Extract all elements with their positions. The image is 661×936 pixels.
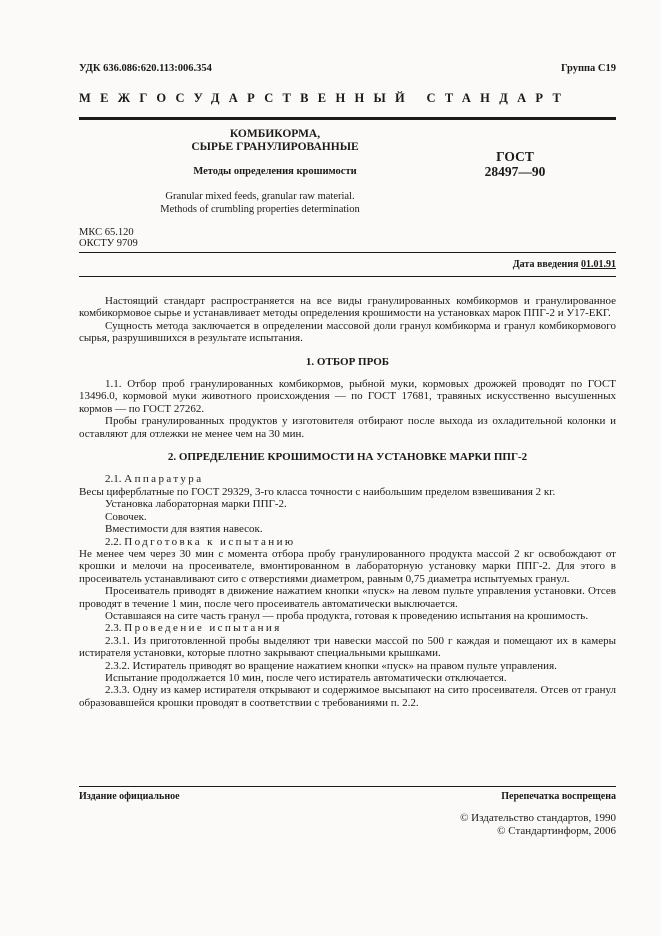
english-title-line-1: Granular mixed feeds, granular raw material. [165, 191, 355, 202]
copyright-line-2: © Стандартинформ, 2006 [497, 825, 616, 837]
paragraph-2-2-3: Оставшаяся на сите часть гранул — проба продукта, готовая к проведению испытания на крошимость. [105, 609, 589, 622]
gost-number: 28497—90 [484, 164, 546, 179]
effective-date [513, 259, 616, 270]
paragraph-1-1: 1.1. Отбор проб гранулированных комбикормов, рыбной муки, кормовых дрожжей проводят по ГОСТ 13496.0, кормовой муки животного происхождения — по ГОСТ 17681, травяных искусственно высушенных кормов — по ГОСТ 27262. [79, 378, 616, 415]
intro-paragraph: Сущность метода заключается в определении массовой доли гранул комбикорма и гранул комбикормового сырья, разрушившихся в результате испытания. [79, 319, 616, 345]
paragraph-2-3-3: 2.3.3. Одну из камер истирателя открывают и содержимое высыпают на сито просеивателя. Отсев от гранул образовавшейся крошки проводят в соответствии с требованиями п. 2.2. [79, 684, 616, 709]
paragraph-2-3-2: 2.3.2. Истиратель приводят во вращение нажатием кнопки «пуск» на правом пульте управления. [105, 659, 557, 672]
section-1-heading: 1. ОТБОР ПРОБ [305, 355, 390, 368]
paragraph-2-1-scales: Весы циферблатные по ГОСТ 29329, 3-го класса точности с наибольшим пределом взвешивания 2 кг. [79, 485, 556, 498]
subsection-2-3-heading: 2.3. Проведение испытания [105, 622, 282, 635]
subsection-2-2-heading: 2.2. Подготовка к испытанию [105, 535, 296, 548]
effective-date-label: Дата введения [512, 259, 579, 270]
gost-block [470, 149, 560, 179]
header-rule [79, 117, 616, 120]
document-title [145, 128, 405, 177]
paragraph-2-2-2: Просеиватель приводят в движение нажатием кнопки «пуск» на левом пульте управления установки. Отсев проводят в течение 1 мин, после чего просеиватель автоматически выключается. [79, 585, 616, 610]
udk-code: УДК 636.086:620.113:006.354 [79, 63, 212, 74]
section-2-heading: 2. ОПРЕДЕЛЕНИЕ КРОШИМОСТИ НА УСТАНОВКЕ МАРКИ ППГ-2 [167, 451, 528, 464]
intro-paragraph: Настоящий стандарт распространяется на все виды гранулированных комбикормов и гранулированное комбикормовое сырье и устанавливает методы определения крошимости на установках марок ППГ-2 и У17-ЕКГ. [79, 295, 616, 320]
effective-date-value: 01.01.91 [581, 259, 616, 270]
paragraph-2-1-unit: Установка лабораторная марки ППГ-2. [105, 498, 287, 511]
copyright-line-1: © Издательство стандартов, 1990 [460, 812, 616, 824]
paragraph-2-3-2b: Испытание продолжается 10 мин, после чего истиратель автоматически отключается. [105, 671, 507, 684]
paragraph-2-1-containers: Вместимости для взятия навесок. [105, 523, 263, 536]
title-line-2: СЫРЬЕ ГРАНУЛИРОВАННЫЕ [191, 141, 359, 153]
paragraph-2-3-1: 2.3.1. Из приготовленной пробы выделяют три навески массой по 500 г каждая и помещают их в камеры истирателя установки, которые плотно закрывают специальными крышками. [79, 634, 616, 660]
official-edition: Издание официальное [79, 791, 180, 802]
reprint-prohibited: Перепечатка воспрещена [501, 791, 616, 802]
english-title [130, 190, 390, 216]
document-subtitle: Методы определения крошимости [193, 166, 357, 177]
classification-codes [79, 227, 138, 249]
mks-code: МКС 65.120 [79, 227, 134, 238]
subsection-2-1-heading: 2.1. Аппаратура [105, 473, 204, 486]
date-rule [79, 276, 616, 277]
paragraph-1-2: Пробы гранулированных продуктов у изготовителя отбирают после выхода из охладительной колонки и оставляют для отлежки не менее чем на 30 мин. [79, 415, 616, 440]
gost-label: ГОСТ [496, 149, 534, 164]
paragraph-2-1-scoop: Совочек. [105, 510, 147, 523]
paragraph-2-2-1: Не менее чем через 30 мин с момента отбора пробу гранулированного продукта массой 2 кг освобождают от крошки и мелочи на просеивателе, вмонтированном в лабораторную установку марки ППГ-2. Для этого в просеиватель устанавливают сито с отверстиями диаметром, равным 0,75 диаметра испытуемых гранул. [79, 547, 616, 585]
title-line-1: КОМБИКОРМА, [229, 128, 321, 140]
codes-rule [79, 252, 616, 253]
copyright-block [460, 812, 616, 838]
standard-banner: МЕЖГОСУДАРСТВЕННЫЙ СТАНДАРТ [79, 91, 571, 105]
document-body [79, 295, 616, 709]
footer-rule [79, 786, 616, 787]
english-title-line-2: Methods of crumbling properties determination [160, 204, 360, 215]
okstu-code: ОКСТУ 9709 [79, 238, 138, 249]
group-code: Группа С19 [560, 63, 616, 74]
